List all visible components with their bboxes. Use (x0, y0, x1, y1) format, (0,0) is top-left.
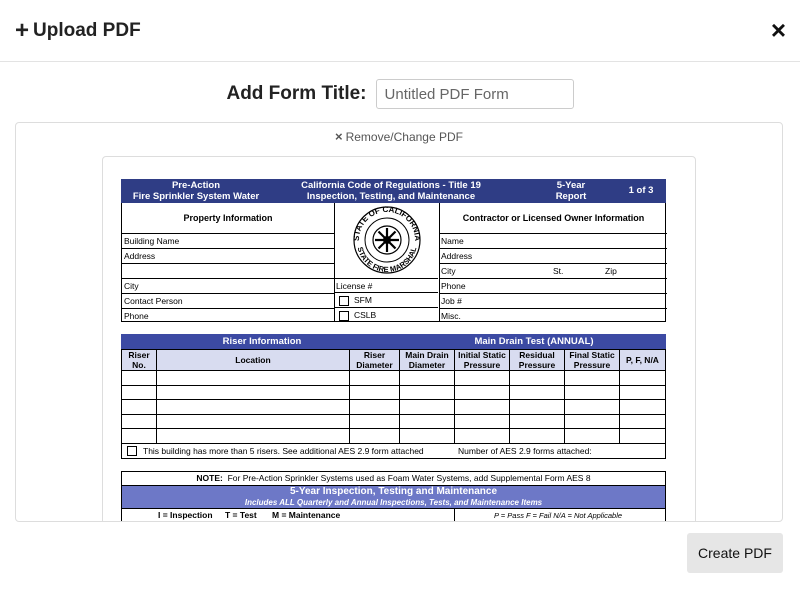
aes-count-label: Number of AES 2.9 forms attached: (458, 445, 592, 456)
cslb-label: CSLB (354, 310, 377, 320)
modal-title-text: Upload PDF (33, 20, 141, 41)
table-row (122, 400, 666, 415)
col-location: Location (157, 350, 350, 371)
table-row (122, 414, 666, 429)
legend-row (121, 508, 666, 523)
property-info-heading: Property Information (122, 203, 334, 234)
state-label: St. (553, 266, 564, 276)
col-riser-no: Riser No. (122, 350, 157, 371)
contractor-phone-field: Phone (440, 279, 667, 294)
col-main-drain-diameter: Main Drain Diameter (400, 350, 455, 371)
report-type: 5-Year Report (555, 180, 587, 202)
system-type: Pre-Action Fire Sprinkler System Water (132, 180, 260, 202)
plus-icon: + (15, 17, 30, 44)
riser-table-header (122, 350, 666, 371)
pdf-title-band (121, 179, 666, 203)
create-pdf-button[interactable]: Create PDF (687, 533, 783, 573)
svg-text:STATE OF CALIFORNIA: STATE OF CALIFORNIA (351, 204, 423, 242)
col-riser-diameter: Riser Diameter (350, 350, 400, 371)
modal-title (15, 17, 141, 44)
zip-label: Zip (605, 266, 617, 276)
five-risers-checkbox[interactable] (127, 446, 137, 456)
license-label: License # (335, 278, 438, 292)
svg-text:STATE FIRE MARSHAL: STATE FIRE MARSHAL (355, 245, 419, 275)
sfm-row (335, 292, 438, 307)
col-pass-fail: P, F, N/A (620, 350, 666, 371)
spacer (121, 322, 666, 334)
regulation-title: California Code of Regulations - Title 19 Inspection, Testing, and Maintenance (301, 180, 481, 202)
form-title-label: Add Form Title: (226, 83, 367, 104)
pdf-content (121, 179, 666, 522)
contractor-section (439, 203, 667, 321)
sfm-label: SFM (354, 295, 372, 305)
page-count: 1 of 3 (628, 185, 654, 196)
note-text: For Pre-Action Sprinkler Systems used as Foam Water Systems, add Supplemental Form AES 8 (227, 472, 591, 483)
riser-info-heading: Riser Information (222, 336, 302, 347)
close-icon: × (335, 129, 343, 144)
contractor-city-label: City (441, 266, 456, 276)
contractor-info-heading: Contractor or Licensed Owner Information (440, 203, 667, 234)
form-title-row (0, 78, 800, 110)
legend-result-codes: P = Pass F = Fail N/A = Not Applicable (494, 510, 623, 520)
misc-field: Misc. (441, 311, 461, 321)
sfm-checkbox[interactable] (339, 296, 349, 306)
five-year-subtitle: Includes ALL Quarterly and Annual Inspections, Tests, and Maintenance Items (244, 497, 543, 507)
pdf-preview-panel (15, 122, 783, 522)
seal-section (335, 203, 438, 321)
note-label: NOTE: (196, 472, 223, 483)
address-field: Address (122, 249, 334, 264)
five-risers-row (121, 444, 666, 459)
cslb-row (335, 307, 438, 321)
main-drain-heading: Main Drain Test (ANNUAL) (474, 336, 594, 347)
remove-link-text: Remove/Change PDF (345, 130, 463, 144)
col-initial-static: Initial Static Pressure (455, 350, 510, 371)
contractor-city-row (440, 264, 667, 279)
pdf-page (102, 156, 696, 522)
contractor-address-field: Address (440, 249, 667, 264)
legend-test: T = Test (225, 509, 257, 520)
phone-field: Phone (124, 311, 149, 321)
col-final-static: Final Static Pressure (565, 350, 620, 371)
table-row (122, 385, 666, 400)
building-name-field: Building Name (122, 234, 334, 249)
state-seal-icon (335, 203, 438, 278)
note-row (121, 471, 666, 486)
modal-header (0, 0, 800, 62)
property-section (122, 203, 335, 321)
address-line2-field (122, 264, 334, 279)
five-year-title: 5-Year Inspection, Testing and Maintenance (289, 485, 498, 497)
five-year-band (121, 486, 666, 508)
cslb-checkbox[interactable] (339, 311, 349, 321)
legend-divider (454, 509, 455, 522)
city-field: City (122, 279, 334, 294)
table-row (122, 371, 666, 386)
riser-table (121, 349, 666, 444)
close-icon[interactable]: × (770, 15, 786, 45)
contact-person-field: Contact Person (122, 294, 334, 309)
info-section (121, 203, 666, 322)
five-risers-text: This building has more than 5 risers. See additional AES 2.9 form attached (143, 445, 424, 456)
form-title-input[interactable] (376, 79, 574, 109)
col-residual: Residual Pressure (510, 350, 565, 371)
contractor-name-field: Name (440, 234, 667, 249)
remove-change-pdf-link[interactable] (16, 129, 782, 144)
riser-drain-band (121, 334, 666, 349)
legend-inspection: I = Inspection (158, 509, 213, 520)
table-row (122, 429, 666, 444)
job-number-field: Job # (440, 294, 667, 309)
legend-maintenance: M = Maintenance (272, 509, 341, 520)
spacer (121, 459, 666, 471)
